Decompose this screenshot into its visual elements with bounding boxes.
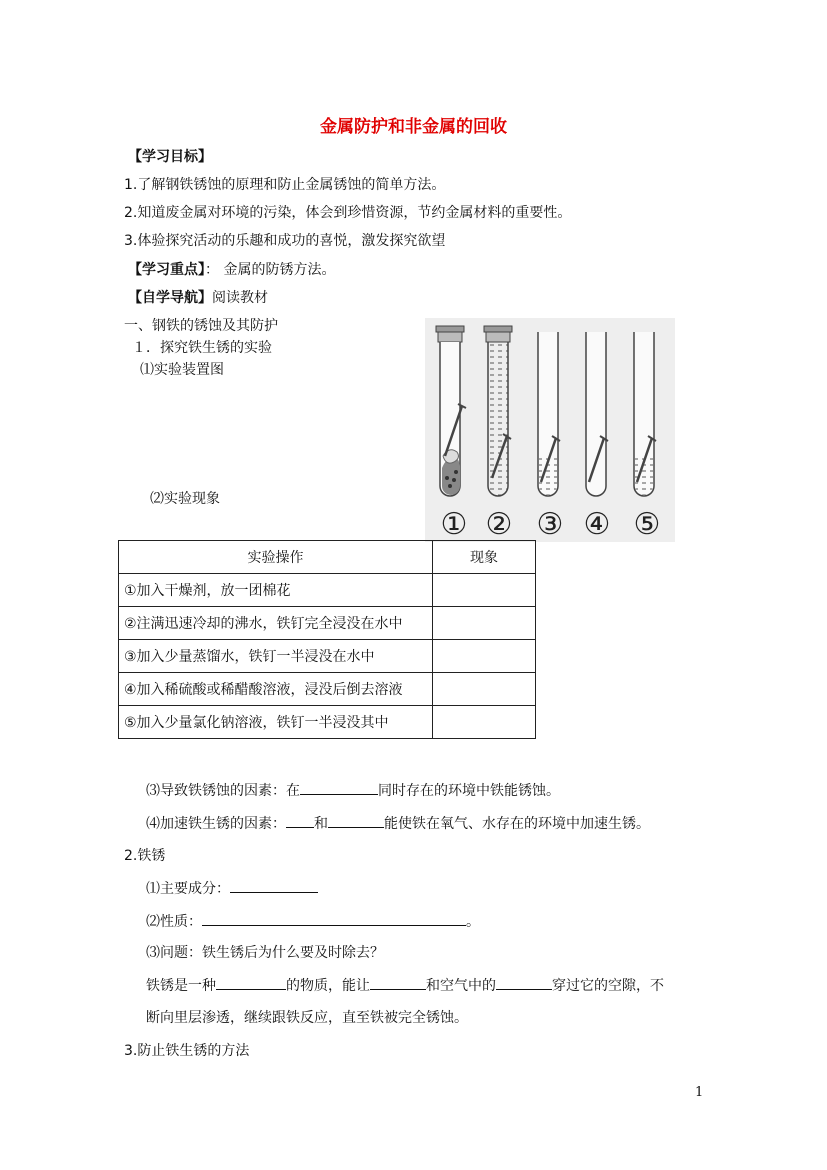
q4-blank-1[interactable] [286, 813, 314, 828]
phenomenon-cell[interactable] [433, 640, 536, 673]
question-4 [146, 813, 650, 833]
section2-title: 2.铁锈 [124, 848, 166, 864]
q4-text-c: 能使铁在氧气、水存在的环境中加速生锈。 [384, 816, 650, 832]
answer-text-b: 的物质，能让 [286, 978, 370, 994]
table-header-row [119, 541, 536, 574]
page-title: 金属防护和非金属的回收 [320, 117, 507, 137]
table-row [119, 640, 536, 673]
test-tubes-illustration [425, 318, 675, 542]
self-study-heading: 【自学导航】 [128, 290, 212, 306]
answer-blank-3[interactable] [496, 975, 552, 990]
apparatus-label: ⑴实验装置图 [140, 362, 224, 378]
objectives-heading: 【学习目标】 [128, 149, 212, 165]
phenomenon-cell[interactable] [433, 706, 536, 739]
question-3 [146, 780, 560, 800]
self-study-line [128, 287, 268, 307]
operation-cell: ③加入少量蒸馏水，铁钉一半浸没在水中 [119, 640, 433, 673]
phenomenon-cell[interactable] [433, 607, 536, 640]
phenomenon-cell[interactable] [433, 574, 536, 607]
tube-5 [634, 332, 656, 496]
answer-text-d: 穿过它的空隙，不 [552, 978, 664, 994]
objective-item-1: 1.了解钢铁锈蚀的原理和防止金属锈蚀的简单方法。 [124, 177, 446, 193]
section1-title: 一、钢铁的锈蚀及其防护 [124, 318, 278, 334]
section3-title: 3.防止铁生锈的方法 [124, 1043, 250, 1059]
tube-label-2: ② [485, 507, 513, 542]
table-row [119, 607, 536, 640]
property-blank[interactable] [202, 911, 466, 926]
objective-item-2: 2.知道废金属对环境的污染，体会到珍惜资源，节约金属材料的重要性。 [124, 205, 572, 221]
test-tube-figure [425, 318, 675, 542]
key-point-text: ： 金属的防锈方法。 [205, 262, 336, 278]
operation-cell: ④加入稀硫酸或稀醋酸溶液，浸没后倒去溶液 [119, 673, 433, 706]
rust-question: ⑶问题：铁生锈后为什么要及时除去？ [146, 945, 384, 961]
table-row [119, 706, 536, 739]
answer-text-c: 和空气中的 [426, 978, 496, 994]
tube-3 [538, 332, 560, 496]
phenomenon-cell[interactable] [433, 673, 536, 706]
property-end: 。 [466, 914, 480, 930]
phenomenon-label: ⑵实验现象 [150, 491, 220, 507]
tube-label-3: ③ [536, 507, 564, 542]
tube-1 [436, 326, 466, 496]
answer-blank-2[interactable] [370, 975, 426, 990]
objective-item-3: 3.体验探究活动的乐趣和成功的喜悦，激发探究欲望 [124, 233, 446, 249]
main-component-label: ⑴主要成分： [146, 881, 230, 897]
section1-sub1: １．探究铁生锈的实验 [132, 340, 272, 356]
key-point-line [128, 259, 335, 279]
answer-text-a: 铁锈是一种 [146, 978, 216, 994]
operation-cell: ⑤加入少量氯化钠溶液，铁钉一半浸没其中 [119, 706, 433, 739]
self-study-text: 阅读教材 [212, 290, 268, 306]
operation-cell: ①加入干燥剂，放一团棉花 [119, 574, 433, 607]
tube-4 [586, 332, 608, 496]
header-phenomenon: 现象 [433, 541, 536, 574]
table-row [119, 673, 536, 706]
q4-blank-2[interactable] [328, 813, 384, 828]
answer-blank-1[interactable] [216, 975, 286, 990]
rust-main-component [146, 878, 318, 898]
rust-answer-line1 [146, 975, 664, 995]
main-component-blank[interactable] [230, 878, 318, 893]
tube-2 [484, 326, 512, 496]
tube-label-4: ④ [583, 507, 611, 542]
experiment-table [118, 540, 536, 739]
rust-property [146, 911, 480, 931]
q3-blank[interactable] [300, 780, 378, 795]
q3-text-a: ⑶导致铁锈蚀的因素：在 [146, 783, 300, 799]
property-label: ⑵性质： [146, 914, 202, 930]
page-number: 1 [695, 1085, 704, 1100]
table-row [119, 574, 536, 607]
key-point-heading: 【学习重点】 [128, 262, 205, 278]
tube-label-5: ⑤ [633, 507, 661, 542]
q4-text-a: ⑷加速铁生锈的因素： [146, 816, 286, 832]
tube-label-1: ① [440, 507, 468, 542]
header-operation: 实验操作 [119, 541, 433, 574]
q4-text-b: 和 [314, 816, 328, 832]
operation-cell: ②注满迅速冷却的沸水，铁钉完全浸没在水中 [119, 607, 433, 640]
q3-text-b: 同时存在的环境中铁能锈蚀。 [378, 783, 560, 799]
rust-answer-line2: 断向里层渗透，继续跟铁反应，直至铁被完全锈蚀。 [146, 1010, 468, 1026]
